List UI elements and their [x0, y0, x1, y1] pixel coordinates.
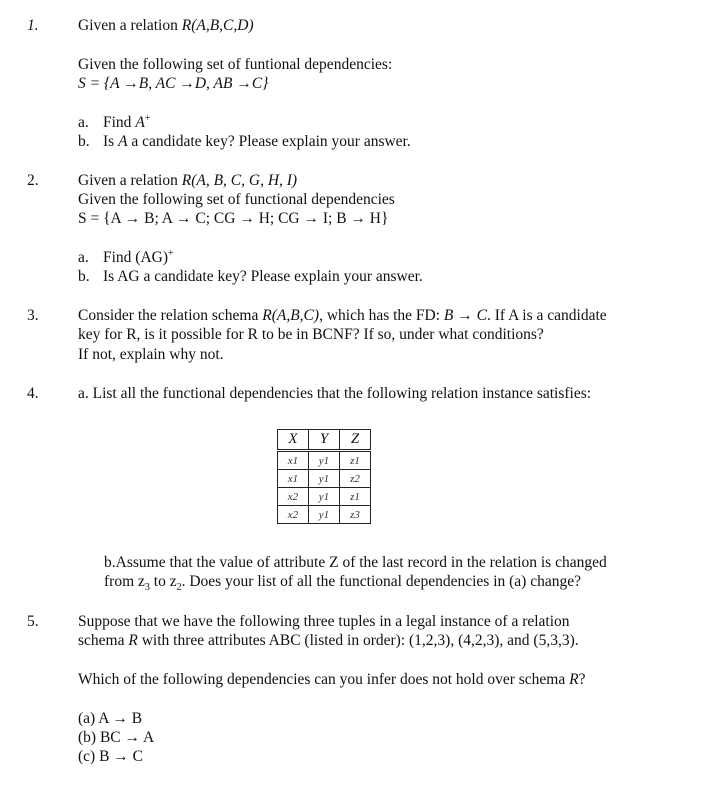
q5-line-1: Suppose that we have the following three tuples in a legal instance of a relation	[78, 613, 570, 630]
q1-part-b: b. Is A a candidate key? Please explain your answer.	[78, 133, 411, 150]
table-row	[278, 488, 371, 506]
table-cell: z2	[340, 470, 371, 488]
table-cell: y1	[309, 470, 340, 488]
table-header-row	[278, 430, 371, 451]
q2-part-b: b. Is AG a candidate key? Please explain your answer.	[78, 268, 423, 285]
q3-line-2: key for R, is it possible for R to be in BCNF? If so, under what conditions?	[78, 326, 544, 343]
q2-relation-line: Given a relation R(A, B, C, G, H, I)	[78, 172, 298, 189]
table-cell: z1	[340, 451, 371, 470]
table-row	[278, 451, 371, 470]
q1-relation-line: Given a relation R(A,B,C,D)	[78, 17, 254, 34]
table-row	[278, 506, 371, 524]
q3-line-1: Consider the relation schema R(A,B,C), which has the FD: B → C. If A is a candidate	[78, 307, 607, 324]
q5-option-c: (c) B → C	[78, 748, 144, 765]
q2-fd-set: S = {A → B; A → C; CG → H; CG → I; B → H}	[78, 210, 389, 227]
q5-option-a: (a) A → B	[78, 710, 143, 727]
table-cell: z3	[340, 506, 371, 524]
q5-line-2: schema R with three attributes ABC (listed in order): (1,2,3), (4,2,3), and (5,3,3).	[78, 632, 579, 649]
q2-relation: R(A, B, C, G, H, I)	[181, 172, 298, 189]
question-1-number: 1.	[27, 17, 39, 34]
q3-line-3: If not, explain why not.	[78, 346, 224, 363]
table-cell: y1	[309, 488, 340, 506]
q5-line-3: Which of the following dependencies can you infer does not hold over schema R?	[78, 671, 586, 688]
q1-relation: R(A,B,C,D)	[181, 17, 254, 34]
table-header: Z	[340, 430, 371, 451]
q1-part-a: a. Find A+	[78, 112, 151, 131]
table-cell: x1	[278, 470, 309, 488]
table-header: X	[278, 430, 309, 451]
table-cell: y1	[309, 451, 340, 470]
table-header: Y	[309, 430, 340, 451]
relation-instance-table	[277, 429, 371, 524]
q4-part-b-line-1: b.Assume that the value of attribute Z of the last record in the relation is changed	[104, 554, 607, 571]
table-row	[278, 470, 371, 488]
question-4-number: 4.	[27, 385, 39, 402]
table-cell: x2	[278, 488, 309, 506]
q1-fd-intro: Given the following set of funtional dependencies:	[78, 56, 393, 73]
table-cell: x1	[287, 454, 299, 467]
table-cell: z1	[340, 488, 371, 506]
q1-fd-set: S = {A →B, AC →D, AB →C}	[78, 75, 269, 92]
table-cell: y1	[309, 506, 340, 524]
q2-fd-intro: Given the following set of functional dependencies	[78, 191, 395, 208]
question-2-number: 2.	[27, 172, 39, 189]
table-cell: x2	[278, 506, 309, 524]
q4-part-a: a. List all the functional dependencies that the following relation instance satisfies:	[78, 385, 592, 402]
q2-part-a: a. Find (AG)+	[78, 247, 174, 266]
question-3-number: 3.	[27, 307, 39, 324]
q5-option-b: (b) BC → A	[78, 729, 155, 746]
q4-part-b-line-2: from $z_3$ to $z_2$. Does your list of all the functional dependencies in (a) change?	[104, 573, 581, 594]
question-5-number: 5.	[27, 613, 39, 630]
